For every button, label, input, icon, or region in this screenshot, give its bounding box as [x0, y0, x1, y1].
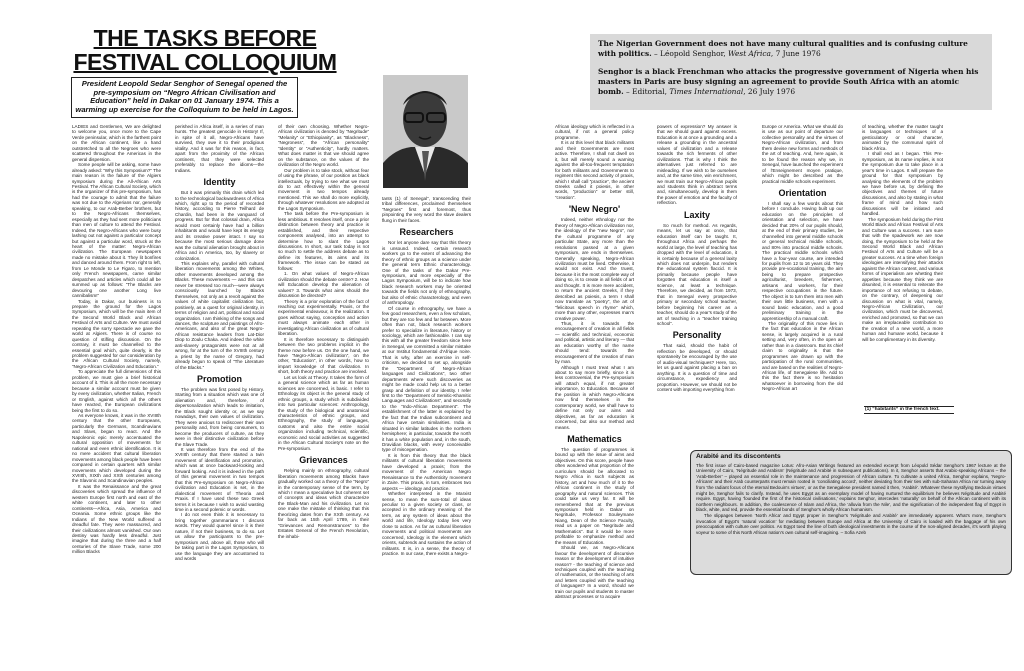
- quote-1-author: Léopold Senghor,: [660, 49, 729, 58]
- paragraph: tants (1) of Senegal”, transcending their tribal differences, proclaimed themselves “Negroes” first and foremost, thus pinpointing the very word the slave dealers flung in their faces.: [382, 196, 471, 223]
- paragraph: Relying mainly on ethnography, cultural liberation movements among Blacks have gradually worked out a theory of the “Negro” in the contemporary sense of the term, by which I mean a speculative but coherent set of concepts and ideas which characterize the Black-Man and his civilization. Let no one make the mistake of thinking that this theorizing dates from the XXth century. As far back as 15th April 1789, in their “Grievances and Remonstrances” to the Estates General of the French Revolution, the inhabi-: [278, 468, 369, 539]
- paragraph: But it was primarily this drain which led to the technological backwardness of Africa which, right up to the period of recorded history, according to Pierre Teilhard de Chardin, had been in the vanguard of progress. But for that colossal drain, Africa would most certainly have had a billion inhabitants and would have kept its energy and its creative power intact. I say so because the most serious damage done was the cultural alienation brought about in Africa and in America, too, by slavery or colonization.: [175, 190, 264, 261]
- portrait-image: [383, 75, 468, 188]
- paragraph: The task before the Pre-symposium is less ambitious. It resolves itself, once a prior distinction between theory and practice is established, and their respective components analysed, into an attempt to determine how to slant the Lagos discussions. In short, our task today is not so much to settle the address debate as to define its features, its aims and its framework. The issue can be stated as follows:: [278, 211, 369, 271]
- paragraph: perished in Africa itself, in a series of man hunts. The greatest genocide in History! If, in spite of it all, Negro-Africans have survived, they owe it to their prodigious vitality. And it was for this reason, in fact, apart from the proximity of the African continent, that they were selected preferably to replace the idioms—the Indians.: [175, 124, 264, 173]
- paragraph: African ideology which is reflected in a cultural, if not a general policy programme.: [555, 124, 634, 140]
- section-heading: Orientation: [778, 187, 827, 198]
- paragraph: of their own choosing. Whether Negro-African civilization is denoted by “Negritude” “Melanity” or “Ethiopianity”, as “Blackness”, “Negroness”, the “African personality” “Identity” or “Authenticity”, hardly matters. What does matter is that we should agree on the substance, on the values of the civilization of the Negro world.: [278, 124, 369, 168]
- title-line-1: THE TASKS BEFORE: [93, 25, 317, 51]
- paragraph: Let us look at Theory. It takes the form of a general science which as far as human sciences are concerned, is basic. I refer to Ethnology its object is the general study of ethnic groups, a study which is subdivided into two particular sciences: Anthropology, the study of the biological and anatomical characteristics of ethnic groups, and Ethnography, the study of languages, customs and also the entire social organization including technical, scientific, economic and social activities as suggested in the African Cultural Society's note on the Pre-symposium.: [278, 374, 369, 451]
- paragraph: The symposium held during the First World Black and African Festival of Arts and Culture was a success. I am sure that with the spadework we are now doing, the symposium to be held at the Second World Black and African Festival of Arts and Culture will be a greater success. At a time when foreign ideologies are intensifying their attacks against the African content, and various forms of imperialism are whetting their appetites because they think we are disunited, it is essential to reiterate the importance of not refusing to debate, on the contrary, of deepening our discussion on what is vital, namely, Negro-African Civilization, our civilization, which must be discovered, enriched and promoted, so that we can make an irreplaceable contribution to the creation of a new world, a more human and humane world, because it will be complimentary in its diversity.: [862, 216, 943, 342]
- quote-2-sep: –: [623, 87, 633, 96]
- quote-2-source: Times International: [669, 87, 744, 96]
- paragraph: Some people will be asking, some have already asked: “Why this Symposium?” The main reason is the failure of the Algiers symposium during the All-African Arts Festival. The African Cultural Society, which is the organizer of this pre-symposium, has had the courage to admit that the failure was not due to the Algerians nor, generally speaking, to our Arab-Berber brothers, but to the Negro-Africans themselves, especially as they had sent more politicians than men of culture to attend the Festival. Indeed, the Negro-Africans who were busy lashing out not against a particular concept but against a particular word, struck at the heart of the matter: Negro-African civilization. The European newspapers made no mistake about it. They lit bonfires and danced around them. From right to left, from Le Monde to Le Figaro, to mention only French newspapers, came similar despatches and articles which could all be summed up as follows: “The Blacks are devouring one another Long live cannibalism!”: [72, 162, 161, 299]
- quote-1: [598, 39, 984, 59]
- intro-box: President Leopold Sedar Senghor of Senegal opened the pre-symposium on “Negro African Civilisation and Education” held in Dakar on 01 January 1974. This a warming up exercise for the Colloquium to be held in Lagos.: [71, 77, 298, 118]
- quote-1-sep: –: [651, 49, 661, 58]
- section-heading: Identity: [203, 177, 236, 188]
- section-heading: Grievances: [299, 455, 348, 466]
- section-heading: Mathematics: [567, 434, 622, 445]
- paragraph: The problem was first posed by History. Starting from a situation which was one of alienation and, therefore, of depersonalization which leads to imitation, the Black sought identity or, as we say nowadays, their own values of civilization. They were anxious to rediscover their own personality and, from being consumers, to become the producers of culture, as they were in their distinctive civilization before the Slave Trade.: [175, 387, 264, 447]
- paragraph: Thus, it is towards the encouragement of creation in all fields — scientific and technical, economic and political, artistic and literary — that an education worthy of the name should tend: towards the encouragement of the creation of man by man.: [555, 320, 634, 365]
- paragraph: To appreciate the full dimensions of this problem, we must give a brief historical account of it. This is all the more necessary because a similar account must be given by every civilization, whether Italian, French or English, against which all the others have reacted, the European civilizations being the first to do so.: [72, 369, 161, 413]
- right-column-4: [862, 124, 943, 386]
- paragraph: It was therefore from the end of the XVIIIth century that there started a twin movement of identification and promotion, which was at once backward-looking and forward looking. And it is indeed in the path of this general movement in two tempos that this Pre-symposium on Negro-African civilization and Education is set, in the dialectical movement of Theoria and Praxis. If I have used these two Greek terms it is because I wish to avoid wasting time in a second polemic or words.: [175, 447, 264, 512]
- sidebar-title: Arabité and its discontents: [696, 453, 781, 460]
- paragraph: Nor let anyone dare say that this theory is unsound. Indeed, certain research workers go to the extent of advancing the theory of ethnic groups as a science under the general term Ethnic characterology. One of the tasks of the Dakar Pre-symposium, and more especially of the Lagos Symposium, will be to indicate how black research workers may be oriented towards the fields not only of ethnography, but also of ethnic characterology, and even of anthropology.: [382, 240, 471, 306]
- quotes-box: [590, 34, 992, 110]
- quote-1-date: , 7 June 1976: [770, 49, 821, 58]
- paragraph: 1. On what values of Negro-African civilization should the debate centre? 2. How will Education develop the alienation of values? 3. Towards what aims should the discussion be directed?: [278, 271, 369, 299]
- section-heading: Promotion: [197, 374, 242, 385]
- paragraph: of teaching, whether the matter taught is languages or techniques of a gesticulatory or oral character, animated by the communal spirit of black Africa.: [862, 124, 943, 151]
- paragraph: I shall say a few words about this before I conclude. Having built up our education on the principles of orientation and selection, we have decided that 20% of our pupils should, at the end of their primary studies, be channelled into general middle schools or general technical middle schools, and 80% into practical middle schools. The practical middle schools which have a four-year course, are intended for pupils from 12 to 16 years old. They provide pre-vocational training, the aim being to prepare prospective agriculturist, breeders, fishermen, artisans and workers, for their respective occupations in the future. The object is to turn them into men with their own little business, men with a sound basic education, and a good preliminary training in the apprenticeship of a manual craft.: [762, 200, 843, 321]
- paragraph: Today, in Dakar, our business is to prepare the ground for the Lagos Symposium, which will be the main item of the Second World Black and African Festival of Arts and Culture. We must avoid repeating the sorry spectacle we gave the world at Algiers. There is of course no question of stifling discussion. On the contrary, it must be channelled to the essential goal which, quite clearly, is the problem suggested for our consideration by the African Cultural Society, namely, “Negro-African Civilization and Education.”: [72, 298, 161, 369]
- quote-2: [598, 67, 984, 97]
- paragraph: Although I must treat what I am about to say more briefly, since it is less controversial, the Pre-symposium will attach equal, if not greater importance, to Education. Because of the position in which Negro-Africans now find themselves in the contemporary world, we shall have to define not only our aims and objectives, as far as education is concerned, but also our method and means.: [555, 364, 634, 430]
- paragraph: It is from this theory that the black militants of cultural liberation movements have developed a praxis; from the movement of the American Negro Renaissance to the Authenticity movement in Zaire. This praxis, in turn, embraces two aspects — ideology and practice.: [382, 452, 471, 491]
- quote-1-text: The Nigerian Government does not have many cultural qualities and is confusing culture with politics.: [598, 39, 968, 58]
- section-heading: Laxity: [683, 209, 710, 220]
- section-heading: Personality: [672, 330, 722, 341]
- paragraph: I shall end as I began. This Pre-symposium, as its name implies, is not the symposium due to take place in a year's time in Lagos. It will prepare the ground for that symposium by analysing the elements of the problem we have before us, by defining the objectives and themes of future discussions, and also by stating in what frame of mind and how such discussions will be initiated and handled.: [862, 151, 943, 217]
- left-column-3: [278, 124, 369, 668]
- paragraph: powers of expression? My answer is that we should guard against excess. Education is at once a grounding and a release a grounding in the ancestral values of civilization and a release towards the rich ferments of other civilizations. That is why I think the alternatives just referred to are misleading. If we wish to be ourselves and, at the same time, win enrichment, we must train our Negro-African pupils and students think in abstract terms and, simultaneously, develop in them the power of emotion and the faculty of reflection.: [657, 124, 737, 206]
- paragraph: It is at this level that black militants and their Governments are most active. Therefore, I shall not dwell on it, but will merely sound a warning against the all-too-frequent temptation for both militants and Governments to regiment this second activity of praxis, which I shall call “practice”, the ancient Greeks called it poiesis, in other words, “production” or better still, “creation”.: [555, 140, 634, 200]
- paragraph: Europe or America. What we should do is use as our point of departure our collective personality and the virtues of Negro-African civilization, and from them devise new forms and methods of the art of teaching. And, here again, is to be found the reason why we, in Senegal, have launched the experiment of l'Enseignement moyen pratique, which might be described as the practical middle schools experiment.: [762, 124, 843, 184]
- section-heading: Researchers: [399, 227, 454, 238]
- paragraph: Our problem is to take stock, without fear of using the phrase, of our position as black intellectuals, by trying to see what we must do to act effectively within the general movement in two tempos already mentioned. This we shall do more explicitly, through whatever resolutions are adopted at the Lagos Symposium.: [278, 167, 369, 211]
- right-column-3: [762, 124, 843, 442]
- paragraph: Should we, as Negro-Africans favour the development of discursive reason or the development of intuitive reason? - the teaching of science and techniques coupled with the teaching of mathematics, or the teaching of arts and letters coupled with the teaching of languages? In a word, should we train our pupils and students to master abstract processes or to acquire: [555, 545, 634, 600]
- quote-2-author: Editorial,: [632, 87, 670, 96]
- quote-2-date: , 26 July 1976: [743, 87, 796, 96]
- sidebar-paragraph-1: The first issue of Cairo-based magazine Lotus: Afro-Asian Writings featured an extended excerpt from Léopold Sédar Senghor's 1967 lecture at the University of Cairo, ‘Négritude and Arabism’ (Négritude and Arabité in subsequent publications). In it, Senghor asserts that Arabic-speaking Africans – the ‘Arab-Berber’ – played an essential role in the maintenance and progression of African culture. To cultivate a united Africa, Senghor explains, ‘Negro-Africans’ and their Arab counterparts must remain rooted in ‘conciliating accord’, neither deviating from their ties with sub-Saharan Africa nor turning away from ‘the radiant focus of the eternal Bedouin's virtues’, or as the Senegalese president named it then, ‘Arabité’. Whatever these mystifying Bedouin virtues might be, Senghor fails to clarify. Instead, he uses Egypt as an exemplary model of having nurtured the equilibrium he believes Négritude and Arabité require. Egypt, having ‘founded the first of the historical civilisations,’ explains Senghor, intercedes ‘naturally’ on behalf of the African continent with its northern neighbours. In addition, the coalescence of Islam and Africa, the ‘alluvia from the Nile’, and the signification of the independent flag of Egypt in black, white, and red, provide the essential bonds of Senghor's wholly African humanism.: [696, 462, 1006, 513]
- paragraph: Whether interpreted in the Marxist sense, to mean the sum-total of ideas peculiar to a given society or class, or accepted in the ordinary meaning of the term, as any system of ideas about the world and life, Ideology today lies very close to action. As far as cultural liberation movements and political movements are concerned, Ideology is the element which orients, subtends and sustains the action of militants. It is, in a sense, the theory of practice. In our case, there exists a Negro-: [382, 491, 471, 557]
- article-title: [70, 26, 340, 74]
- sidebar-paragraph-2: The slippages between ‘North Africa’ and Egypt proper in Senghor's ‘Négritude and Arabité’ are immediately apparent. What's more, Senghor's invocation of Egypt's ‘natural vocation’ for mediating between Europe and Africa at the University of Cairo is loaded with the baggage of his own preoccupation with culture over politics. As Egypt toed the line of both ideological investments in the course of the non-aligned decades, it's worth playing voyeur to some of this North African nation's own cultural self-imagining. – Sofia Azeb: [696, 512, 1006, 535]
- paragraph: As everyone knows, it was in the XVIIIth century that the other Europeans, particularly the Germans, Scandinavians and Slavs, began to react. And the Napoleonic epic merely accentuated the cultural opposition of movements for national and even ethnic identification. It is no mere accident that cultural liberation movements among black people have been compared in certain quarters with similar movements which developed during the XVIIIth, XIXth and XXth centuries among the Slavonic and Scandinavian peoples.: [72, 413, 161, 484]
- paragraph: So much for method. As regards, means, let us say at once, that education itself can be taught. It, throughout Africa and perhaps the world at large, the level of teaching has dropped with the level of education, it is certainly because of a general laxity which does not underpin, but renders the educational system flaccid. It is primarily because people have forgotten that education is itself a science, at least a technique. Therefore, we decided, as from 1973, that in Senegal every prospective primary or secondary school teacher, before beginning his career as a teacher, should do a year's study of the art of teaching in a “teacher training school”.: [657, 222, 737, 326]
- paragraph: Theory is a prior exploration of the fact of reaching out experimentally. Praxis, or the experimental endeavour, is the realization. It goes without saying, conception and action must always animate each other in investigating African civilization as of cultural liberation.: [278, 298, 369, 337]
- paragraph: It was the Renaissance and the great discoveries which spread the influence of western Europe first north and east of the white continent, and later to other continents—Africa, Asia, America and Oceania. Some ethnic groups like the Indians of the New World suffered a dreadful fate. They were massacred, and their civilizations almost vanished. Our own destiny was hardly less dreadful. Just imagine that during the three and a half centuries of the Slave Trade, some 200 million Blacks: [72, 483, 161, 555]
- footnote: (1) “habitants” in the french text.: [864, 406, 954, 414]
- right-column-2: [657, 124, 737, 442]
- left-column-1: [72, 124, 161, 668]
- title-line-2: FESTIVAL COLLOQUIUM: [73, 49, 337, 75]
- paragraph: This explains why, parallel with cultural liberation movements among the Whites, other movements developed among the Blacks. These movements — and this can never be stressed too much—were always consciously launched by Blacks themselves, not only as a revolt against the values of white capitalist civilization but, positively, as a quest for original identity, in terms of religion and art, political and social organization. I am thinking of the songs and dances, the sculpture and paintings of Afro-Americans, and also of the great Negro-African resistance leaders from Lat-Dior Diop to Zoulu Chaka. And indeed the white anti-slavery protagonists were not at all wrong, for at the turn of the XVIIIth century a priest by the name of Gregory, had already begun to speak of “The Literature of the Blacks.”: [175, 260, 264, 370]
- left-column-2: [175, 124, 264, 668]
- paragraph: It is therefore necessary to distinguish between the two problems implicit in the theme now before us. On the one hand, we have “Negro-African civilization”, on the other, “Education”, in other words, how to impart knowledge of that civilization. In short, both theory and practice are involved.: [278, 336, 369, 375]
- paragraph: The originality of this move lies in the fact that education in the African sense, is largely acquired in a rural setting and, very often, in the open air rather than in a classroom. But its chief claim to originality is that the programmes are drawn up with the participation of the rural communities, and are based on the realities of Negro-African life, of Senegalese life. Add to this the fact there is no hesitation whatsoever in borrowing from the old Negro-African art: [762, 320, 843, 392]
- paragraph: LADIES and Gentlemen, We are delighted to welcome you, once more to the Cape Verde peninsular, which is the farthest point on the African continent, like a hand outstretched to all the Negroes who were scattered throughout the Americas in the general dispersion.: [72, 124, 161, 162]
- right-column-1: [555, 124, 634, 668]
- sidebar-box: [690, 450, 1012, 575]
- paragraph: I do not even think it is necessary to bring together grammarians t discuss words. They would quarrel since it is their nature, if not their business, to do so. Let us allow the participants to the pre-symposium and, above all, those who will be taking part in the Lagos Symposium, to use the language they are accustomed to and words: [175, 512, 264, 562]
- left-column-4: [382, 196, 471, 668]
- senghor-portrait-photo: [383, 75, 468, 188]
- section-heading: 'New Negro': [568, 204, 621, 215]
- quote-2-text: Senghor is a black Frenchman who attacks the progressive government of Nigeria when his masters in Paris are busy signing an agreement to provide South Africa with an atomic bomb.: [598, 67, 979, 96]
- paragraph: Of course in ethnography, we have a few good researchers, even a few scholars, but they are too few and far between. More often than not, black research workers prefer to specialize in literature, history or sociology, which are fashionable. I can say this with all the greater freedom since here in Senegal, we committed a similar mistake at our Institut fondamental d'Afrique noire. That is why, after an exercise in self-criticism, we decided to set up, alongside the “Department of Negro-African languages and Civilizations”, two other departments where such discoveries as might be made could help us to a better grasp and definition of our identity. I refer first to the “Department of Semitic-Khamitic Languages and Civilizations”, and secondly to the “Indo-African Department”. The establishment of the latter is explained by the fact that the Indian subcontinent and Africa have certain similarities. India is situated in similar latitudes in the northern hemisphere; in particular, towards the north it has a white population and, in the south, Dravidian blacks, with every conceivable type of miscegenation.: [382, 305, 471, 453]
- right-page: [512, 0, 1024, 671]
- paragraph: That said, should the habit of reflection be developed, or should spontaneity be encouraged by the use of audio-visual techniques? Here, too, let us guard against placing a ban on anything. It is a question of time and circumstance, expediency and proportion. However, we should not be content with importing everything from: [657, 343, 737, 393]
- paragraph: The question of programmes is bound up with the issue of aims and objectives. On this score, people have often wondered what proportion of the curriculum should be allocated to Negro Africa in such subjects as history, art and how much of it to the African continent in the study of geography and natural sciences. This could take us very far. It will be remembered that at the previous symposium held in Dakar on Negritude, Professor Souleymane Niang, Dean of the Science Faculty, read us a paper on “Negritude and Mathematics”. But it would be more profitable to emphasize method and the means of Education.: [555, 447, 634, 545]
- quote-1-source: West Africa: [728, 49, 771, 58]
- paragraph: Indeed, neither ethnology nor the theory of Negro-African civilization nor, the ideology of the “new Negro”, nor the cultural programme of any particular State, any more than the resolutions passed at a given symposium, are ends in themselves. Generally speaking, Negro-African civilization must be lived. Otherwise, it would not exist. And the truest, because it is the most complete way of doing so, is to create in all fields of art and thought. It is more mere accident, to return the ancient Greeks, if they described as poiesis, a term I shall now translate as “poetry”, the art of “felicitous speech in rhyme” which, more than any other, expresses man's creative power.: [555, 217, 634, 321]
